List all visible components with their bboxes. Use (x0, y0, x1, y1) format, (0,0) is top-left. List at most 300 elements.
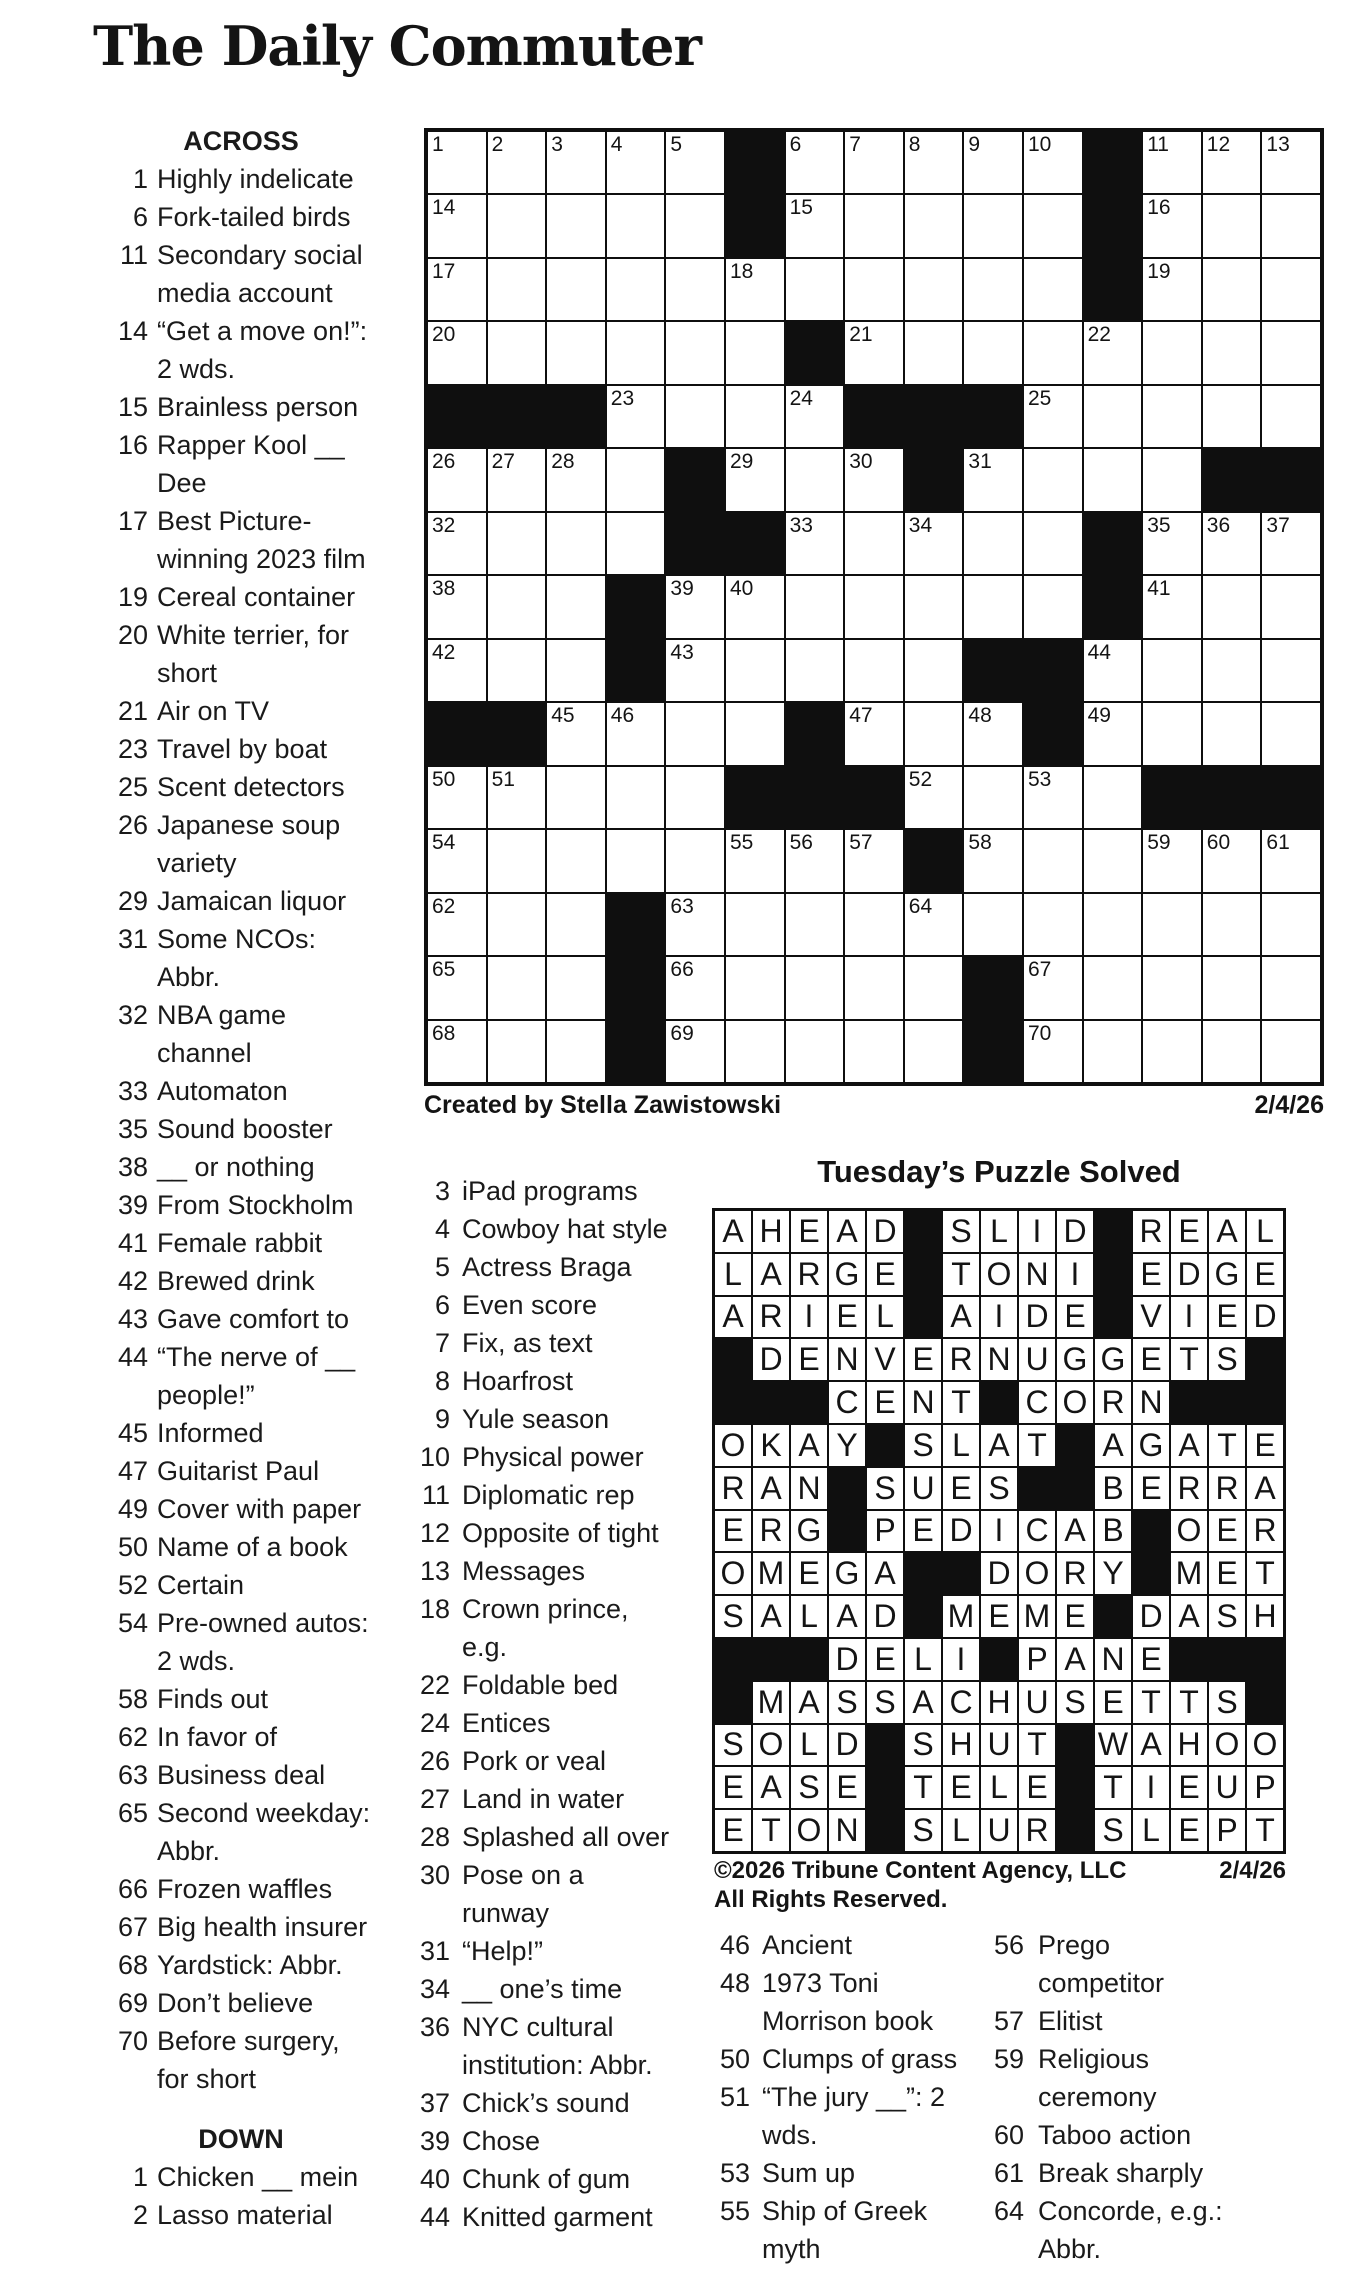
grid-cell[interactable] (785, 829, 845, 892)
grid-cell[interactable] (963, 194, 1023, 257)
grid-cell[interactable] (785, 385, 845, 448)
grid-cell[interactable] (1261, 194, 1321, 257)
grid-cell[interactable] (606, 194, 666, 257)
clue (700, 2192, 1000, 2268)
grid-cell[interactable] (1261, 702, 1321, 765)
clue (402, 1400, 702, 1438)
grid-cell[interactable] (1142, 829, 1202, 892)
grid-cell[interactable] (427, 194, 487, 257)
cell-number: 30 (849, 450, 873, 474)
grid-cell[interactable] (546, 702, 606, 765)
grid-cell[interactable] (487, 512, 547, 575)
clue-text: Ancient (762, 1930, 853, 1960)
grid-cell[interactable] (725, 448, 785, 511)
grid-cell[interactable] (1023, 956, 1083, 1019)
grid-cell[interactable] (1202, 321, 1262, 384)
grid-cell[interactable] (427, 829, 487, 892)
grid-cell[interactable] (606, 766, 666, 829)
grid-cell[interactable] (1202, 829, 1262, 892)
grid-cell-black (606, 639, 666, 702)
cell-number: 37 (1266, 513, 1290, 537)
grid-cell[interactable] (427, 956, 487, 1019)
grid-cell[interactable] (844, 321, 904, 384)
solution-cell: G (1094, 1338, 1132, 1381)
solution-cell-black (1246, 1681, 1284, 1724)
clue (402, 1286, 702, 1324)
copyright-block (714, 1856, 1286, 1914)
grid-cell[interactable] (1142, 639, 1202, 702)
grid-cell[interactable] (1142, 1020, 1202, 1083)
grid-cell[interactable] (1142, 512, 1202, 575)
grid-cell[interactable] (487, 321, 547, 384)
grid-cell[interactable] (1202, 1020, 1262, 1083)
grid-cell[interactable] (1202, 575, 1262, 638)
solution-cell: A (828, 1595, 866, 1638)
grid-cell[interactable] (725, 893, 785, 956)
grid-cell[interactable] (844, 131, 904, 194)
grid-cell[interactable] (844, 512, 904, 575)
solution-cell-black (904, 1595, 942, 1638)
grid-cell[interactable] (665, 702, 725, 765)
clue-number: 70 (117, 2026, 148, 2056)
grid-cell[interactable] (904, 702, 964, 765)
grid-cell[interactable] (1083, 1020, 1143, 1083)
grid-cell[interactable] (665, 321, 725, 384)
grid-cell[interactable] (725, 639, 785, 702)
solution-cell: S (1094, 1809, 1132, 1852)
grid-cell[interactable] (1202, 385, 1262, 448)
clue (100, 1262, 412, 1300)
solution-cell: D (1056, 1210, 1094, 1253)
clue-number: 46 (719, 1930, 750, 1960)
grid-cell[interactable] (725, 258, 785, 321)
grid-cell[interactable] (427, 639, 487, 702)
cell-number: 1 (432, 133, 444, 156)
grid-cell[interactable] (1023, 1020, 1083, 1083)
grid-cell[interactable] (427, 512, 487, 575)
grid-cell[interactable] (844, 639, 904, 702)
solution-cell: G (828, 1253, 866, 1296)
solution-cell: T (1246, 1809, 1284, 1852)
cell-number: 8 (908, 133, 921, 156)
clue-text: Fork-tailed birds (157, 202, 351, 232)
solution-cell: E (1132, 1253, 1170, 1296)
grid-cell[interactable] (546, 829, 606, 892)
cell-number: 55 (729, 831, 754, 855)
solution-cell: E (714, 1510, 752, 1553)
grid-cell[interactable] (1202, 702, 1262, 765)
clue-number: 38 (117, 1152, 148, 1182)
solution-cell: D (828, 1724, 866, 1767)
solution-cell: D (980, 1552, 1018, 1595)
grid-cell[interactable] (1023, 194, 1083, 257)
clue-text: “Get a move on!”: 2 wds. (157, 316, 368, 384)
grid-cell[interactable] (665, 956, 725, 1019)
grid-cell-black (1083, 194, 1143, 257)
grid-cell[interactable] (665, 258, 725, 321)
grid-cell[interactable] (904, 1020, 964, 1083)
grid-cell[interactable] (546, 956, 606, 1019)
clue (100, 1338, 412, 1414)
grid-cell[interactable] (487, 131, 547, 194)
grid-cell[interactable] (1142, 258, 1202, 321)
grid-cell[interactable] (725, 956, 785, 1019)
grid-cell[interactable] (904, 258, 964, 321)
grid-cell[interactable] (606, 385, 666, 448)
grid-cell[interactable] (1083, 639, 1143, 702)
grid-cell[interactable] (785, 512, 845, 575)
grid-cell[interactable] (1202, 956, 1262, 1019)
grid-cell[interactable] (1202, 639, 1262, 702)
grid-cell[interactable] (844, 702, 904, 765)
grid-cell[interactable] (1261, 512, 1321, 575)
solution-cell: S (904, 1724, 942, 1767)
grid-cell[interactable] (427, 1020, 487, 1083)
grid-cell[interactable] (665, 829, 725, 892)
grid-cell[interactable] (606, 131, 666, 194)
clue-number: 50 (719, 2044, 750, 2074)
solution-cell: R (1018, 1809, 1056, 1852)
grid-cell[interactable] (963, 258, 1023, 321)
grid-cell[interactable] (1023, 448, 1083, 511)
grid-cell[interactable] (1083, 448, 1143, 511)
solution-cell-black (1056, 1724, 1094, 1767)
grid-cell[interactable] (1261, 1020, 1321, 1083)
grid-cell[interactable] (1142, 448, 1202, 511)
clue-text: Clumps of grass (762, 2044, 958, 2074)
grid-cell[interactable] (725, 1020, 785, 1083)
grid-cell[interactable] (665, 194, 725, 257)
grid-cell[interactable] (904, 766, 964, 829)
clue (402, 1324, 702, 1362)
grid-cell[interactable] (785, 448, 845, 511)
grid-cell[interactable] (963, 512, 1023, 575)
grid-cell[interactable] (844, 1020, 904, 1083)
grid-cell[interactable] (1142, 893, 1202, 956)
clue-text: Second weekday: Abbr. (157, 1798, 371, 1866)
grid-cell[interactable] (963, 766, 1023, 829)
grid-cell[interactable] (904, 956, 964, 1019)
grid-cell[interactable] (1261, 321, 1321, 384)
grid-cell[interactable] (844, 258, 904, 321)
clue-number: 31 (419, 1936, 450, 1966)
solution-cell: N (828, 1809, 866, 1852)
clue-number: 56 (993, 1930, 1024, 1960)
clue-text: Hoarfrost (462, 1366, 574, 1396)
grid-cell[interactable] (1142, 131, 1202, 194)
grid-cell[interactable] (1142, 385, 1202, 448)
grid-cell[interactable] (904, 321, 964, 384)
grid-cell[interactable] (904, 131, 964, 194)
grid-cell[interactable] (487, 1020, 547, 1083)
clue (100, 502, 412, 578)
grid-cell[interactable] (427, 131, 487, 194)
clue-number: 35 (117, 1114, 148, 1144)
clue-text: NBA game channel (157, 1000, 287, 1068)
solution-cell: E (1132, 1467, 1170, 1510)
grid-cell[interactable] (963, 575, 1023, 638)
clue-number: 64 (993, 2196, 1024, 2226)
grid-cell-black (487, 385, 547, 448)
grid-cell[interactable] (427, 893, 487, 956)
grid-cell[interactable] (1142, 321, 1202, 384)
cell-number: 62 (432, 894, 456, 918)
clue (100, 730, 412, 768)
grid-cell[interactable] (785, 131, 845, 194)
grid-cell[interactable] (1261, 575, 1321, 638)
grid-cell[interactable] (844, 893, 904, 956)
solution-cell: U (1018, 1338, 1056, 1381)
grid-cell[interactable] (904, 893, 964, 956)
grid-cell[interactable] (1023, 829, 1083, 892)
grid-cell[interactable] (546, 766, 606, 829)
clue-number: 41 (117, 1228, 148, 1258)
grid-cell[interactable] (963, 893, 1023, 956)
grid-cell[interactable] (665, 639, 725, 702)
grid-cell[interactable] (487, 956, 547, 1019)
grid-cell[interactable] (427, 258, 487, 321)
solution-cell-black (866, 1724, 904, 1767)
solution-cell: D (866, 1595, 904, 1638)
grid-cell-black (1142, 766, 1202, 829)
solution-cell: I (980, 1510, 1018, 1553)
clue (100, 1186, 412, 1224)
solution-cell: T (1094, 1766, 1132, 1809)
grid-cell[interactable] (963, 321, 1023, 384)
clue (100, 920, 412, 996)
grid-cell[interactable] (606, 702, 666, 765)
clue-text: Jamaican liquor (157, 886, 347, 916)
solution-cell-black (1056, 1809, 1094, 1852)
grid-cell[interactable] (1261, 385, 1321, 448)
solution-cell-black (1246, 1381, 1284, 1424)
grid-cell[interactable] (665, 131, 725, 194)
grid-cell[interactable] (606, 448, 666, 511)
grid-cell[interactable] (785, 575, 845, 638)
grid-cell[interactable] (1023, 766, 1083, 829)
grid-cell[interactable] (1023, 575, 1083, 638)
grid-cell[interactable] (1023, 385, 1083, 448)
grid-cell[interactable] (606, 258, 666, 321)
clue-text: Actress Braga (462, 1252, 632, 1282)
solution-cell: W (1094, 1724, 1132, 1767)
cell-number: 12 (1206, 133, 1231, 156)
grid-cell[interactable] (1083, 385, 1143, 448)
grid-cell[interactable] (1261, 258, 1321, 321)
grid-cell[interactable] (1202, 258, 1262, 321)
grid-cell[interactable] (1023, 512, 1083, 575)
grid-cell[interactable] (487, 893, 547, 956)
grid-cell[interactable] (785, 956, 845, 1019)
solution-cell: I (1018, 1210, 1056, 1253)
clue-number: 44 (117, 1342, 148, 1372)
grid-cell[interactable] (1261, 131, 1321, 194)
solution-cell: R (752, 1296, 790, 1339)
grid-cell[interactable] (487, 575, 547, 638)
grid-cell[interactable] (725, 829, 785, 892)
grid-cell[interactable] (546, 131, 606, 194)
grid-cell[interactable] (427, 766, 487, 829)
grid-cell[interactable] (1142, 702, 1202, 765)
grid-cell[interactable] (1083, 893, 1143, 956)
grid-cell[interactable] (487, 766, 547, 829)
clue-text: Brainless person (157, 392, 359, 422)
grid-cell-black (785, 702, 845, 765)
clue-number: 18 (419, 1594, 450, 1624)
clue (402, 1362, 702, 1400)
clue-number: 52 (117, 1570, 148, 1600)
solution-cell: O (1056, 1381, 1094, 1424)
grid-cell[interactable] (546, 639, 606, 702)
grid-cell[interactable] (785, 639, 845, 702)
clue (100, 388, 412, 426)
grid-cell[interactable] (785, 1020, 845, 1083)
clue-number: 29 (117, 886, 148, 916)
grid-cell[interactable] (844, 829, 904, 892)
grid-cell[interactable] (963, 829, 1023, 892)
grid-cell[interactable] (904, 512, 964, 575)
grid-cell[interactable] (546, 893, 606, 956)
clue (100, 578, 412, 616)
grid-cell[interactable] (546, 448, 606, 511)
grid-cell[interactable] (606, 321, 666, 384)
clue-text: Automaton (157, 1076, 288, 1106)
clue-number: 3 (434, 1176, 450, 1206)
cell-number: 70 (1027, 1021, 1052, 1045)
solution-cell: B (1094, 1467, 1132, 1510)
grid-cell[interactable] (1261, 639, 1321, 702)
solution-cell-black (980, 1638, 1018, 1681)
grid-cell[interactable] (963, 448, 1023, 511)
grid-cell[interactable] (546, 258, 606, 321)
grid-cell[interactable] (1142, 956, 1202, 1019)
solution-cell: I (980, 1296, 1018, 1339)
grid-cell[interactable] (487, 194, 547, 257)
grid-cell[interactable] (665, 575, 725, 638)
solution-cell: O (1246, 1724, 1284, 1767)
solution-cell: T (752, 1809, 790, 1852)
clue-number: 5 (434, 1252, 450, 1282)
grid-cell[interactable] (904, 194, 964, 257)
grid-cell[interactable] (1202, 512, 1262, 575)
grid-cell[interactable] (487, 258, 547, 321)
grid-cell[interactable] (546, 321, 606, 384)
grid-cell[interactable] (665, 1020, 725, 1083)
grid-cell[interactable] (725, 385, 785, 448)
grid-cell[interactable] (1202, 131, 1262, 194)
cell-number: 50 (432, 767, 456, 791)
grid-cell-black (963, 639, 1023, 702)
grid-cell[interactable] (1083, 956, 1143, 1019)
grid-cell[interactable] (427, 575, 487, 638)
grid-cell[interactable] (487, 639, 547, 702)
grid-cell[interactable] (725, 702, 785, 765)
grid-cell[interactable] (844, 956, 904, 1019)
grid-cell[interactable] (785, 258, 845, 321)
grid-cell[interactable] (606, 829, 666, 892)
solution-cell: D (828, 1638, 866, 1681)
grid-cell[interactable] (844, 194, 904, 257)
grid-cell[interactable] (1202, 194, 1262, 257)
grid-cell[interactable] (665, 766, 725, 829)
solution-cell: A (1170, 1595, 1208, 1638)
solution-cell: U (1208, 1766, 1246, 1809)
grid-cell[interactable] (546, 1020, 606, 1083)
grid-cell[interactable] (546, 194, 606, 257)
grid-cell[interactable] (1023, 131, 1083, 194)
grid-cell[interactable] (1023, 258, 1083, 321)
grid-cell[interactable] (1142, 194, 1202, 257)
grid-cell[interactable] (665, 893, 725, 956)
grid-cell[interactable] (546, 575, 606, 638)
grid-cell[interactable] (1261, 893, 1321, 956)
grid-cell[interactable] (1023, 321, 1083, 384)
solution-cell: E (828, 1296, 866, 1339)
grid-cell[interactable] (487, 829, 547, 892)
grid-cell[interactable] (1261, 956, 1321, 1019)
grid-cell[interactable] (963, 702, 1023, 765)
grid-cell[interactable] (1202, 893, 1262, 956)
grid-cell[interactable] (844, 448, 904, 511)
cell-number: 65 (432, 958, 456, 982)
grid-cell[interactable] (1083, 702, 1143, 765)
grid-cell[interactable] (487, 448, 547, 511)
grid-cell[interactable] (725, 321, 785, 384)
clue-number: 33 (117, 1076, 148, 1106)
grid-cell[interactable] (785, 194, 845, 257)
grid-cell[interactable] (1083, 321, 1143, 384)
solution-cell: P (1018, 1638, 1056, 1681)
clue (972, 2040, 1342, 2116)
solution-cell: A (1132, 1724, 1170, 1767)
cell-number: 61 (1266, 831, 1290, 855)
solution-cell-black (904, 1253, 942, 1296)
grid-cell[interactable] (904, 575, 964, 638)
cell-number: 10 (1027, 133, 1052, 156)
clue (100, 1148, 412, 1186)
grid-cell[interactable] (427, 321, 487, 384)
clue-number: 59 (993, 2044, 1024, 2074)
grid-cell[interactable] (665, 385, 725, 448)
grid-cell[interactable] (546, 512, 606, 575)
clue-number: 27 (419, 1784, 450, 1814)
grid-cell[interactable] (963, 131, 1023, 194)
solution-cell: S (866, 1467, 904, 1510)
clue-text: Secondary social media account (157, 240, 363, 308)
clue-number: 39 (419, 2126, 450, 2156)
solution-cell: E (790, 1552, 828, 1595)
grid-cell[interactable] (904, 639, 964, 702)
grid-cell[interactable] (1083, 766, 1143, 829)
solution-cell-black (1208, 1638, 1246, 1681)
grid-cell[interactable] (1261, 829, 1321, 892)
grid-cell[interactable] (1142, 575, 1202, 638)
grid-cell[interactable] (606, 512, 666, 575)
clue (402, 2122, 702, 2160)
grid-cell[interactable] (1083, 829, 1143, 892)
solution-cell-black (1056, 1424, 1094, 1467)
clue-number: 44 (419, 2202, 450, 2232)
solution-cell-black (1056, 1467, 1094, 1510)
grid-cell[interactable] (1023, 893, 1083, 956)
solution-cell-black (1170, 1381, 1208, 1424)
grid-cell[interactable] (844, 575, 904, 638)
cell-number: 13 (1266, 133, 1290, 156)
clue (100, 882, 412, 920)
grid-cell[interactable] (427, 448, 487, 511)
grid-cell[interactable] (725, 575, 785, 638)
grid-cell[interactable] (785, 893, 845, 956)
